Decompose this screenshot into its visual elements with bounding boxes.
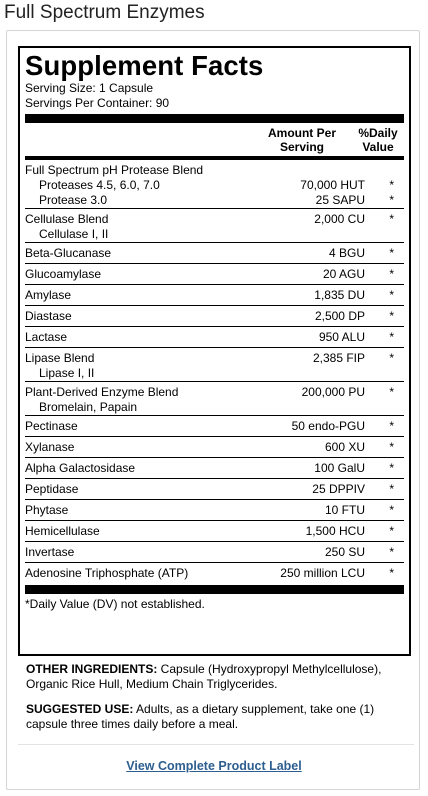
ingredient-daily-value: *	[389, 212, 394, 226]
table-row	[25, 348, 404, 382]
ingredient-amount: 4 BGU	[328, 246, 365, 260]
ingredient-name: Phytase	[25, 503, 69, 517]
ingredient-amount: 25 SAPU	[315, 193, 365, 207]
table-row	[25, 285, 404, 306]
ingredient-rows	[25, 160, 404, 583]
ingredient-amount: 250 SU	[324, 545, 365, 559]
table-row	[25, 542, 404, 563]
table-row	[25, 563, 404, 583]
ingredient-amount: 2,500 DP	[314, 309, 365, 323]
ingredient-daily-value: *	[389, 482, 394, 496]
ingredient-amount: 100 GalU	[314, 461, 365, 475]
daily-value-footnote: *Daily Value (DV) not established.	[25, 597, 205, 611]
bottom-thick-divider	[25, 585, 404, 594]
table-row	[25, 458, 404, 479]
ingredient-amount	[247, 160, 365, 178]
ingredient-daily-value: *	[389, 545, 394, 559]
table-row	[25, 500, 404, 521]
ingredient-amount	[247, 400, 365, 415]
product-title: Full Spectrum Enzymes	[4, 2, 205, 23]
ingredient-daily-value	[365, 160, 404, 178]
ingredient-amount: 250 million LCU	[280, 566, 365, 580]
ingredient-name: Peptidase	[25, 482, 79, 496]
ingredient-name: Pectinase	[25, 419, 78, 433]
facts-heading: Supplement Facts	[25, 50, 264, 81]
ingredient-amount: 950 ALU	[318, 330, 365, 344]
table-row	[25, 416, 404, 437]
table-row	[25, 243, 404, 264]
amount-column-header: Amount Per Serving	[267, 126, 336, 154]
ingredient-daily-value	[365, 227, 404, 242]
ingredient-daily-value: *	[389, 566, 394, 580]
serving-size: Serving Size: 1 Capsule	[25, 81, 154, 95]
ingredient-name: Hemicellulase	[25, 524, 100, 538]
ingredient-daily-value: *	[389, 419, 394, 433]
ingredient-daily-value: *	[389, 330, 394, 344]
ingredient-sub-name: Bromelain, Papain	[39, 400, 138, 414]
column-header	[25, 123, 404, 160]
table-row	[25, 521, 404, 542]
ingredient-daily-value: *	[389, 385, 394, 399]
ingredient-amount	[247, 227, 365, 242]
table-row	[25, 382, 404, 416]
servings-per-container: Servings Per Container: 90	[25, 96, 170, 110]
ingredient-daily-value: *	[389, 503, 394, 517]
ingredient-name: Glucoamylase	[25, 267, 102, 281]
ingredient-daily-value: *	[389, 440, 394, 454]
ingredient-name: Full Spectrum pH Protease Blend	[25, 163, 204, 177]
table-row	[25, 327, 404, 348]
ingredient-daily-value: *	[389, 246, 394, 260]
ingredient-daily-value: *	[389, 288, 394, 302]
ingredient-amount: 20 AGU	[322, 267, 365, 281]
ingredient-daily-value: *	[389, 461, 394, 475]
ingredient-sub-name: Protease 3.0	[39, 193, 108, 207]
ingredient-amount: 25 DPPIV	[312, 482, 365, 496]
ingredient-name: Diastase	[25, 309, 72, 323]
ingredient-daily-value: *	[389, 193, 394, 207]
ingredient-name: Invertase	[25, 545, 75, 559]
ingredient-amount: 10 FTU	[324, 503, 365, 517]
ingredient-daily-value: *	[389, 309, 394, 323]
ingredient-name: Plant-Derived Enzyme Blend	[25, 385, 179, 399]
ingredient-name: Beta-Glucanase	[25, 246, 112, 260]
view-complete-label-link[interactable]: View Complete Product Label	[126, 759, 302, 773]
ingredient-name: Lactase	[25, 330, 68, 344]
suggested-use	[26, 702, 414, 732]
footer-divider	[18, 744, 414, 745]
daily-value-column-header: %Daily Value	[358, 126, 398, 154]
ingredient-daily-value: *	[389, 267, 394, 281]
ingredient-daily-value: *	[389, 178, 394, 192]
other-ingredients	[26, 662, 414, 692]
table-row	[25, 264, 404, 285]
ingredient-name: Xylanase	[25, 440, 75, 454]
ingredient-amount: 70,000 HUT	[300, 178, 365, 192]
thick-divider	[25, 114, 404, 123]
other-ingredients-text: Capsule (Hydroxypropyl Methylcellulose), Organic Rice Hull, Medium Chain Triglycerides.	[26, 662, 382, 691]
suggested-use-text: Adults, as a dietary supplement, take one (1) capsule three times daily before a meal.	[26, 702, 375, 731]
ingredient-name: Lipase Blend	[25, 351, 95, 365]
supplement-facts-panel	[18, 46, 411, 656]
table-row	[25, 209, 404, 243]
ingredient-amount: 1,835 DU	[314, 288, 365, 302]
ingredient-sub-name: Lipase I, II	[39, 366, 95, 380]
ingredient-sub-name: Cellulase I, II	[39, 227, 109, 241]
ingredient-amount: 2,000 CU	[314, 212, 365, 226]
ingredient-name: Adenosine Triphosphate (ATP)	[25, 566, 189, 580]
ingredient-daily-value: *	[389, 524, 394, 538]
other-ingredients-label: OTHER INGREDIENTS:	[26, 662, 158, 676]
ingredient-amount: 2,385 FIP	[312, 351, 365, 365]
ingredient-daily-value: *	[389, 351, 394, 365]
table-row	[25, 306, 404, 327]
ingredient-daily-value	[365, 366, 404, 381]
ingredient-amount	[247, 366, 365, 381]
ingredient-sub-name: Proteases 4.5, 6.0, 7.0	[39, 178, 160, 192]
ingredient-amount: 1,500 HCU	[305, 524, 365, 538]
table-row	[25, 160, 404, 209]
suggested-use-label: SUGGESTED USE:	[26, 702, 134, 716]
table-row	[25, 479, 404, 500]
ingredient-name: Amylase	[25, 288, 72, 302]
ingredient-daily-value	[365, 400, 404, 415]
ingredient-name: Alpha Galactosidase	[25, 461, 136, 475]
ingredient-name: Cellulase Blend	[25, 212, 109, 226]
ingredient-amount: 50 endo-PGU	[291, 419, 365, 433]
ingredient-amount: 600 XU	[324, 440, 365, 454]
ingredient-amount: 200,000 PU	[301, 385, 365, 399]
table-row	[25, 437, 404, 458]
